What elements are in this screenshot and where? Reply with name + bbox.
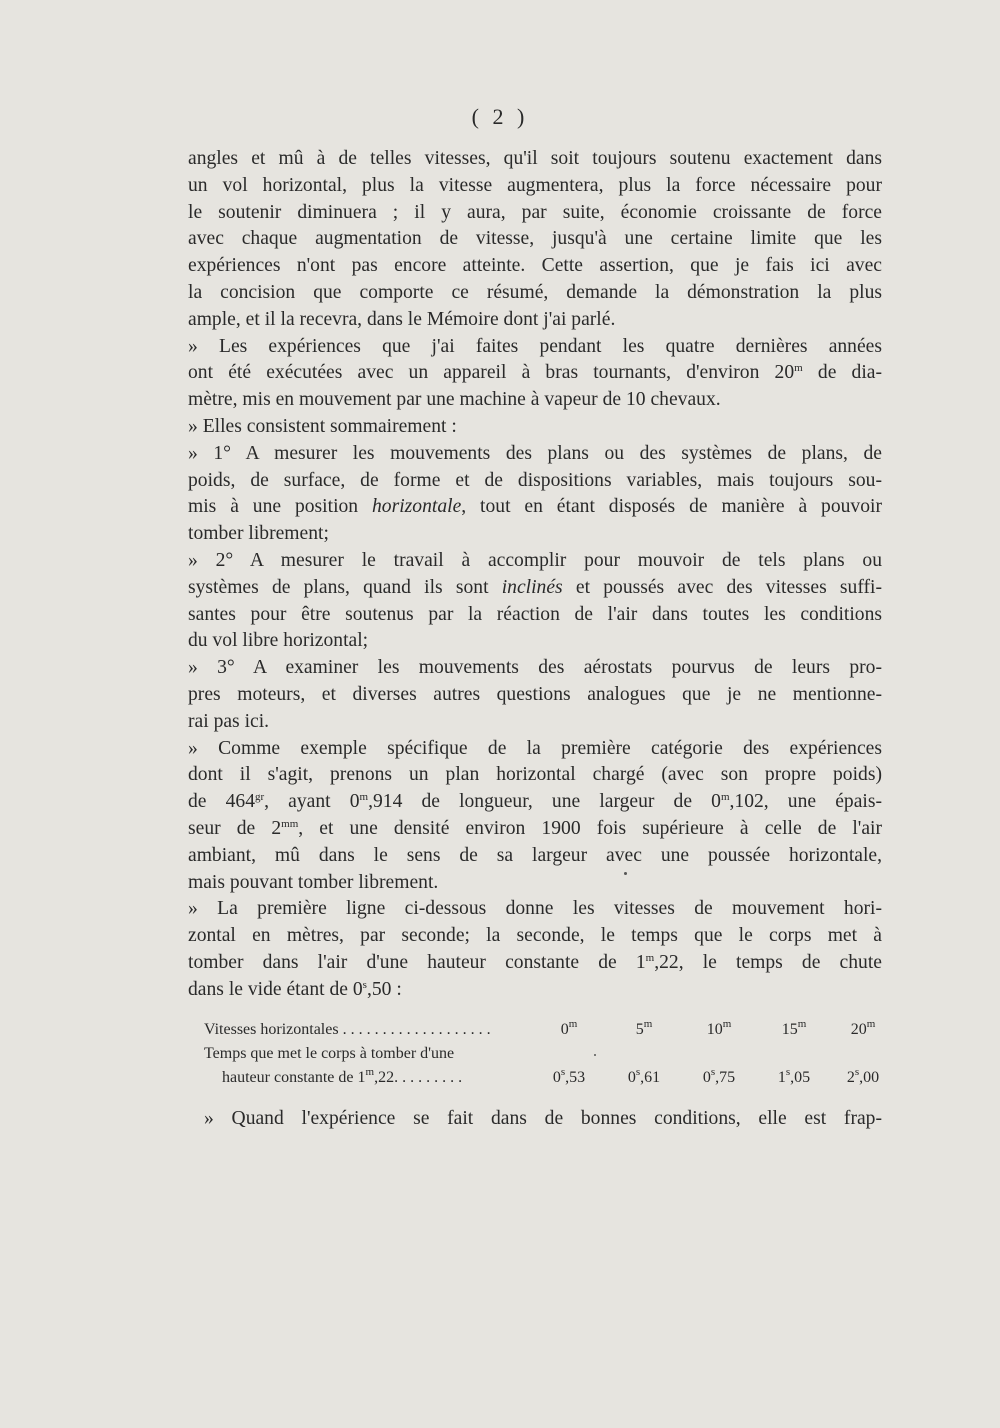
text-line: pres moteurs, et diverses autres questions analogues que je ne mentionne-	[188, 683, 882, 705]
data-table	[204, 1018, 880, 1090]
text-line: du vol libre horizontal;	[188, 630, 369, 652]
table-cell: 0$^s$,61	[627, 1066, 661, 1086]
table-row	[204, 1042, 874, 1066]
table-cell: 2$^s$,00	[846, 1066, 880, 1086]
text-line: » 2° A mesurer le travail à accomplir pour mouvoir de tels plans ou	[188, 549, 882, 571]
text-line: » Les expériences que j'ai faites pendant les quatre dernières années	[188, 335, 882, 357]
table-cell: 0$^m$	[560, 1018, 578, 1038]
text-line: expériences n'ont pas encore atteinte. Cette assertion, que je fais ici avec	[188, 255, 882, 277]
table-cell: 0$^s$,53	[552, 1066, 586, 1086]
text-line: de $464^{gr}$, ayant 0$^m$,914 de longueur, une largeur de 0$^m$,102, une épais-	[188, 791, 882, 813]
text-line: poids, de surface, de forme et de dispositions variables, mais toujours sou-	[188, 469, 882, 491]
text-line: avec chaque augmentation de vitesse, jusqu'à une certaine limite que les	[188, 228, 882, 250]
page-number: ( 2 )	[471, 104, 529, 129]
text-line: la concision que comporte ce résumé, demande la démonstration la plus	[188, 281, 882, 303]
row-label: Temps que met le corps à tomber d'une	[204, 1045, 455, 1062]
text-line: tomber dans l'air d'une hauteur constante de 1$^m$,22, le temps de chute	[188, 951, 882, 973]
text-line: » Elles consistent sommairement :	[188, 415, 457, 437]
table-cell: 1$^s$,05	[777, 1066, 811, 1086]
text-line: un vol horizontal, plus la vitesse augmentera, plus la force nécessaire pour	[188, 174, 882, 196]
text-line: angles et mû à de telles vitesses, qu'il soit toujours soutenu exactement dans	[188, 148, 882, 169]
final-line: » Quand l'expérience se fait dans de bonnes conditions, elle est frap-	[204, 1108, 882, 1129]
table-cell: 20$^m$	[850, 1018, 876, 1038]
table-row	[204, 1066, 880, 1090]
row-label: hauteur constante de 1$^m$,22. . . . . . . . .	[222, 1066, 463, 1086]
text-line: zontal en mètres, par seconde; la seconde, le temps que le corps met à	[188, 925, 882, 947]
body-text	[188, 146, 882, 1004]
text-line: » 1° A mesurer les mouvements des plans ou des systèmes de plans, de	[188, 442, 882, 464]
text-line: mis à une position horizontale, tout en étant disposés de manière à pouvoir	[188, 496, 882, 518]
text-line: santes pour être soutenus par la réaction de l'air dans toutes les conditions	[188, 603, 882, 625]
table-cell: 0$^s$,75	[702, 1066, 736, 1086]
text-line: ont été exécutées avec un appareil à bras tournants, d'environ 20$^m$ de dia-	[188, 362, 883, 384]
text-line: mais pouvant tomber librement.	[188, 871, 439, 893]
table-cell: 15$^m$	[781, 1018, 807, 1038]
text-line: » Comme exemple spécifique de la première catégorie des expériences	[188, 737, 882, 759]
text-line: dans le vide étant de 0$^s$,50 :	[188, 978, 402, 1000]
ink-speck	[594, 1054, 596, 1056]
table-cell: 5$^m$	[635, 1018, 653, 1038]
text-line: dont il s'agit, prenons un plan horizontal chargé (avec son propre poids)	[188, 764, 882, 786]
table-cell: 10$^m$	[706, 1018, 732, 1038]
text-line: mètre, mis en mouvement par une machine à vapeur de 10 chevaux.	[188, 389, 721, 411]
text-line: le soutenir diminuera ; il y aura, par suite, économie croissante de force	[188, 201, 882, 223]
text-line: ample, et il la recevra, dans le Mémoire dont j'ai parlé.	[188, 308, 616, 330]
text-line: rai pas ici.	[188, 710, 270, 732]
text-line: » 3° A examiner les mouvements des aérostats pourvus de leurs pro-	[188, 657, 882, 679]
table-row	[204, 1018, 874, 1042]
ink-speck	[624, 872, 627, 875]
text-line: tomber librement;	[188, 523, 329, 545]
row-label: Vitesses horizontales . . . . . . . . . . . . . . . . . . .	[204, 1021, 491, 1038]
text-line: seur de $2^{mm}$, et une densité environ 1900 fois supérieure à celle de l'air	[188, 817, 882, 839]
text-line: » La première ligne ci-dessous donne les vitesses de mouvement hori-	[188, 898, 882, 920]
text-line: systèmes de plans, quand ils sont inclinés et poussés avec des vitesses suffi-	[188, 576, 883, 598]
text-line: ambiant, mû dans le sens de sa largeur avec une poussée horizontale,	[188, 844, 882, 866]
